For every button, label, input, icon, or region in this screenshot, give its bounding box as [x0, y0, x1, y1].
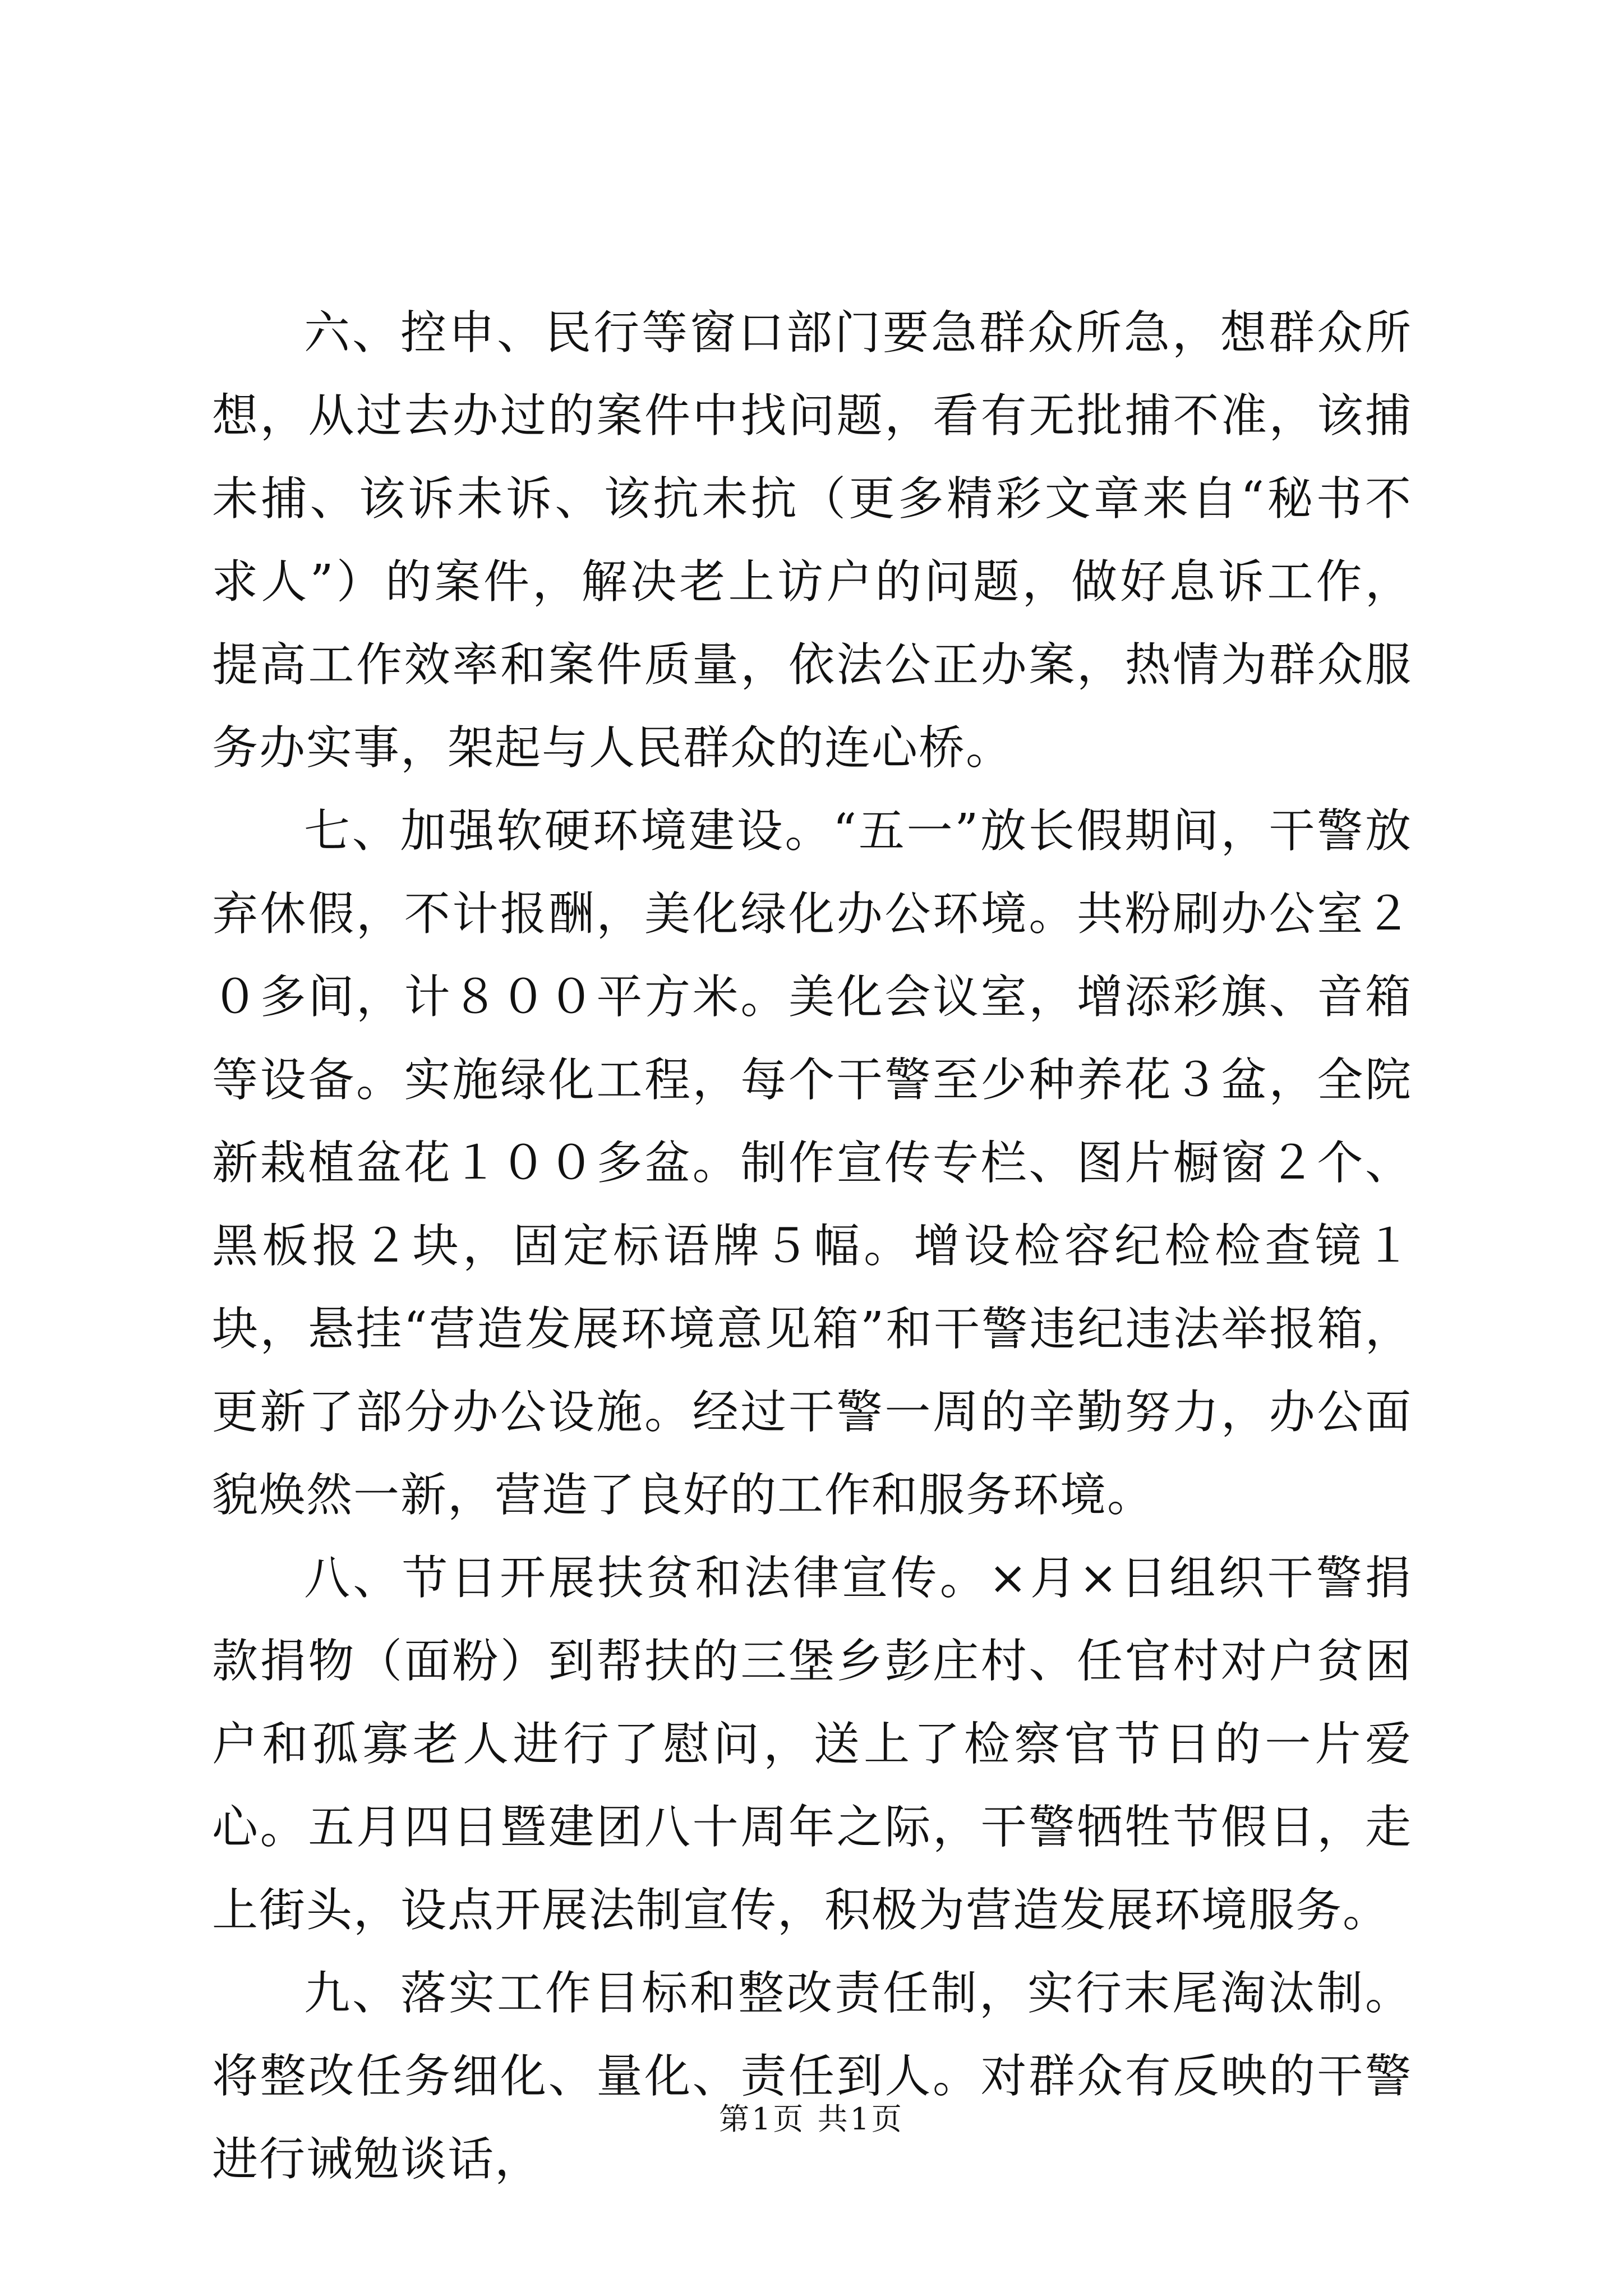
paragraph-8: 八、节日开展扶贫和法律宣传。×月×日组织干警捐款捐物（面粉）到帮扶的三堡乡彭庄村、任官村对户贫困户和孤寡老人进行了慰问，送上了检察官节日的一片爱心。五月四日暨建团八十周年之际，干警牺牲节假日，走上街头，设点开展法制宣传，积极为营造发展环境服务。	[212, 1552, 1412, 1937]
document-body	[212, 292, 1412, 2201]
paragraph-9: 九、落实工作目标和整改责任制，实行末尾淘汰制。将整改任务细化、量化、责任到人。对群众有反映的干警进行诫勉谈话，	[212, 1967, 1412, 2186]
paragraph-7: 七、加强软硬环境建设。“五一”放长假期间，干警放弃休假，不计报酬，美化绿化办公环境。共粉刷办公室２０多间，计８００平方米。美化会议室，增添彩旗、音箱等设备。实施绿化工程，每个干警至少种养花３盆，全院新栽植盆花１００多盆。制作宣传专栏、图片橱窗２个、黑板报２块，固定标语牌５幅。增设检容纪检检查镜１块，悬挂“营造发展环境意见箱”和干警违纪违法举报箱，更新了部分办公设施。经过干警一周的辛勤努力，办公面貌焕然一新，营造了良好的工作和服务环境。	[212, 804, 1412, 1522]
paragraph-6: 六、控申、民行等窗口部门要急群众所急，想群众所想，从过去办过的案件中找问题，看有无批捕不准，该捕未捕、该诉未诉、该抗未抗（更多精彩文章来自“秘书不求人”）的案件，解决老上访户的问题，做好息诉工作，提高工作效率和案件质量，依法公正办案，热情为群众服务办实事，架起与人民群众的连心桥。	[212, 306, 1412, 775]
page-footer: 第1页 共1页	[719, 2101, 904, 2137]
